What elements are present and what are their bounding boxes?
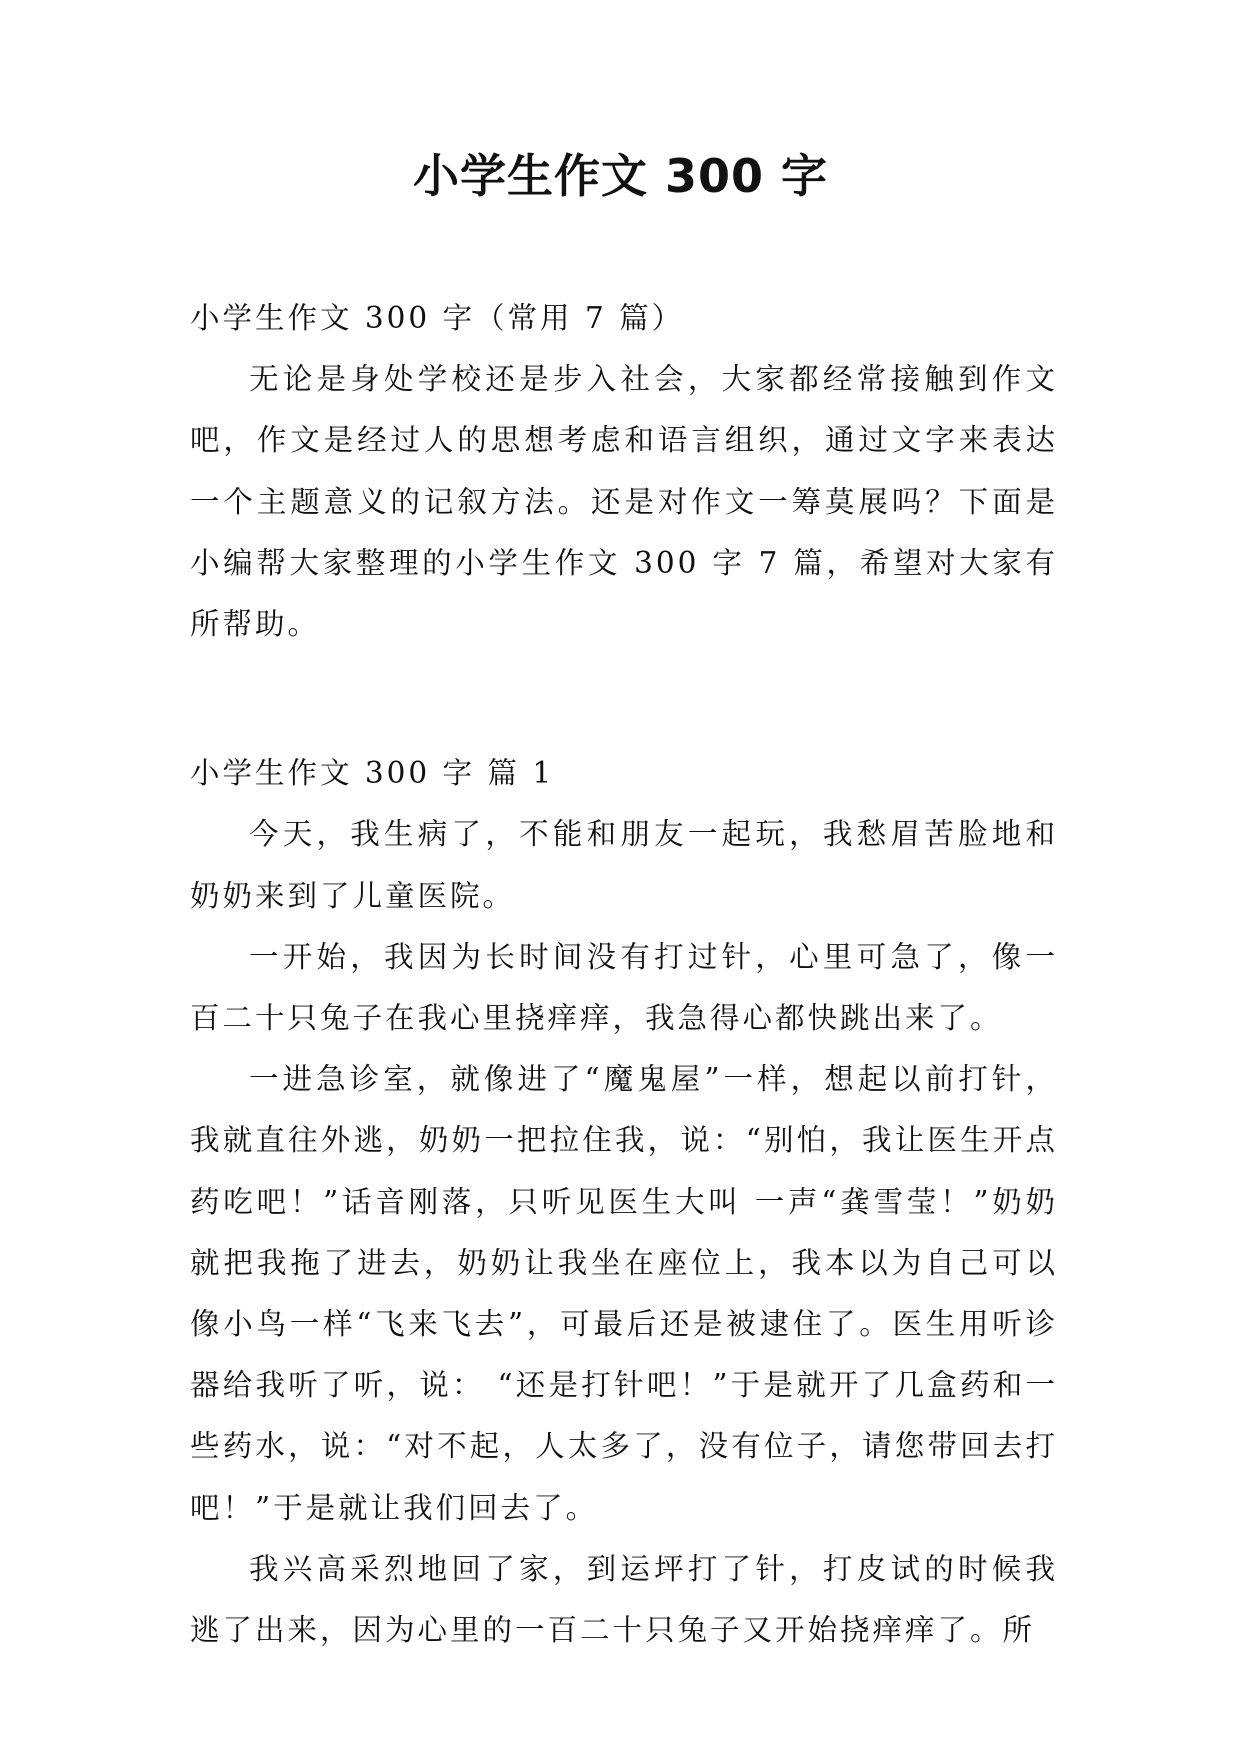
section-1-paragraph: 今天，我生病了，不能和朋友一起玩，我愁眉苦脸地和奶奶来到了儿童医院。 [190,817,1058,913]
section-1-paragraph: 一开始，我因为长时间没有打过针，心里可急了，像一百二十只兔子在我心里挠痒痒，我急得心都快跳出来了。 [190,939,1058,1036]
section-heading-1: 小学生作文 300 字 篇 1 [190,756,555,791]
document-body [190,288,1058,1661]
section-1-paragraph: 我兴高采烈地回了家，到运坪打了针，打皮试的时候我逃了出来，因为心里的一百二十只兔子又开始挠痒痒了。所 [190,1551,1058,1648]
document-title: 小学生作文 300 字 [412,149,829,203]
section-spacer [190,655,1058,743]
section-1-paragraph: 一进急诊室，就像进了“魔鬼屋”一样，想起以前打针，我就直往外逃，奶奶一把拉住我，说：“别怕，我让医生开点药吃吧！”话音刚落，只听见医生大叫 一声“龚雪莹！”奶奶就把我拖了进去，奶奶让我坐在座位上，我本以为自己可以像小鸟一样“飞来飞去”，可最后还是被逮住了。医生用听诊器给我听了听，说： “还是打针吧！”于是就开了几盒药和一些药水，说：“对不起，人太多了，没有位子，请您带回去打吧！”于是就让我们回去了。 [190,1062,1058,1525]
intro-heading: 小学生作文 300 字（常用 7 篇） [190,301,685,335]
intro-paragraph: 无论是身处学校还是步入社会，大家都经常接触到作文吧，作文是经过人的思想考虑和语言组织，通过文字来表达一个主题意义的记叙方法。还是对作文一筹莫展吗？下面是小编帮大家整理的小学生作文 300 字 7 篇，希望对大家有所帮助。 [190,362,1058,642]
